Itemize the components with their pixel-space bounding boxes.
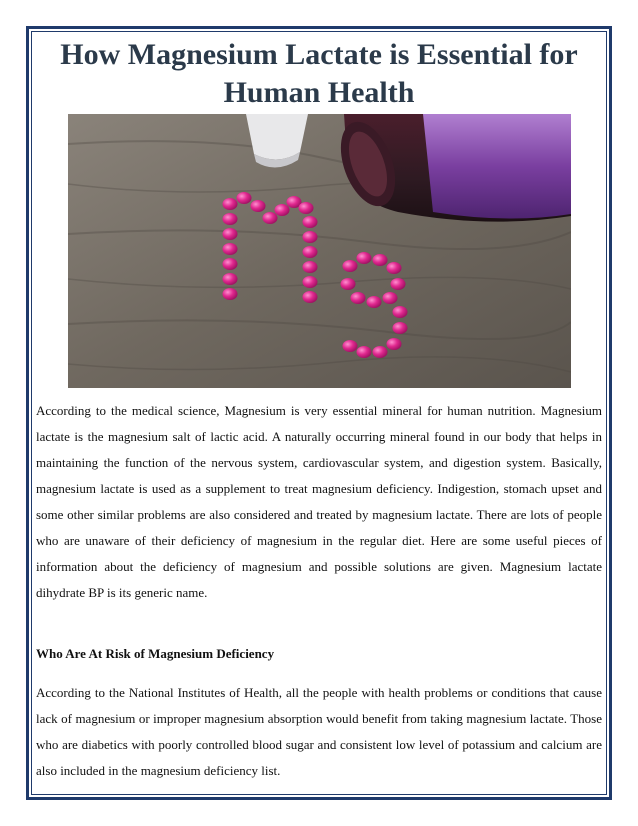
pill [223, 273, 238, 285]
pill [223, 243, 238, 255]
pill [393, 306, 408, 318]
pill [383, 292, 398, 304]
pill [341, 278, 356, 290]
pill [351, 292, 366, 304]
pill [303, 291, 318, 303]
pill [367, 296, 382, 308]
page-title: How Magnesium Lactate is Essential for Human Health [60, 38, 578, 109]
pill [275, 204, 290, 216]
mg-pills-photo [68, 114, 571, 388]
section-heading: Who Are At Risk of Magnesium Deficiency [36, 646, 275, 661]
pill [357, 252, 372, 264]
pill [343, 260, 358, 272]
intro-paragraph: According to the medical science, Magnesium is very essential mineral for human nutrition. Magnesium lactate is the magnesium salt of lactic acid. A naturally occurring mineral found in our body that helps in maintaining the function of the nervous system, cardiovascular system, and digestion system. Basically, magnesium lactate is used as a supplement to treat magnesium deficiency. Indigestion, stomach upset and some other similar problems are also considered and treated by magnesium lactate. There are lots of people who are unaware of their deficiency of magnesium in the regular diet. Here are some useful pieces of information about the deficiency of magnesium and possible solutions are given. Magnesium lactate dihydrate BP is its generic name. [36, 403, 602, 600]
pill [263, 212, 278, 224]
pill [391, 278, 406, 290]
pill [303, 216, 318, 228]
pill [299, 202, 314, 214]
risk-paragraph: According to the National Institutes of Health, all the people with health problems or conditions that cause lack of magnesium or improper magnesium absorption would benefit from taking magnesium lactate. Those who are diabetics with poorly controlled blood sugar and consistent low level of potassium and calcium are also included in the magnesium deficiency list. [36, 685, 602, 778]
pill [343, 340, 358, 352]
pill [357, 346, 372, 358]
pill [237, 192, 252, 204]
pill [251, 200, 266, 212]
pill [393, 322, 408, 334]
pill [223, 258, 238, 270]
pill [223, 228, 238, 240]
pill [387, 338, 402, 350]
pill [373, 346, 388, 358]
pill [303, 246, 318, 258]
pill [223, 288, 238, 300]
pill [303, 231, 318, 243]
hero-image [68, 114, 571, 388]
pill [387, 262, 402, 274]
pill [303, 261, 318, 273]
pill [303, 276, 318, 288]
pill [373, 254, 388, 266]
pill [223, 213, 238, 225]
pill [223, 198, 238, 210]
